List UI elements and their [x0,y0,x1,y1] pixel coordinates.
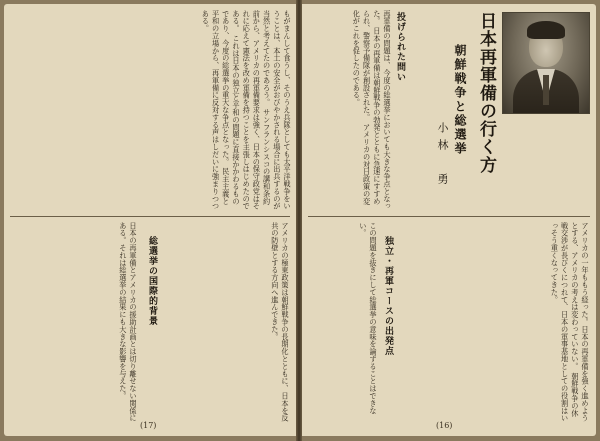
right-page [302,4,596,436]
right-page-top-text [308,10,392,210]
section-heading: 総選挙の国際的背景 [147,236,157,326]
paragraph: これは日本の独立と平和の問題に直接かかわるものであり、今度の総選挙の重大な争点となった。 [221,10,241,205]
left-page [4,4,296,436]
article-title: 日本再軍備の行く方 [476,12,496,174]
paragraph: サンフランシスコの講和条約前から、アメリカの再軍備要求は強く、日本の保守政党はそれに応えて憲法を改め軍備を持つことを主張しはじめたのである。 [231,10,272,210]
page-number: (16) [436,421,453,430]
left-page-bottom-text-left [10,222,138,422]
paragraph: 日本の再軍備とアメリカの援助計画とは切り離せない関係にある。それは総選挙の結果にも大きな影響を与えた。 [118,222,138,422]
section-heading: 独立・再軍コースの出発点 [383,236,393,356]
author-name: 小林 勇 [436,122,449,190]
paragraph: アメリカの極東政策は朝鮮戦争の長期化とともに、日本を反共の防壁とする方向へ進んできた。 [270,222,290,422]
paragraph: アメリカの対日政策の変化がこれを促したのである。 [352,10,372,205]
author-photo [502,12,590,114]
left-page-bottom-text-right [164,222,290,422]
paragraph: 朝鮮戦争の休戦交渉が長びくにつれて、日本の軍事基地としての役割はいっそう重くなってきた。 [550,222,580,422]
column-divider [10,216,290,217]
paragraph: この問題を抜きにして総選挙の意味を論ずることはできない。 [358,222,378,415]
left-page-top-text [10,10,292,210]
right-page-bottom-text-right [402,222,590,422]
paragraph: 日本の再軍備は朝鮮戦争の勃発とともに急速にすすめられ、警察予備隊が創設された。 [362,10,382,205]
right-page-bottom-text-left [308,222,378,422]
paragraph: もがまんして食うし、そのうえ兵隊としても太平洋戦争をいうことは、本土の安全がおびやかされる場合に出兵するのが当然と考えてたのであろう。 [262,10,292,210]
paragraph: 民主主義と平和の立場から、再軍備に反対する声はしだいに強まりつつある。 [201,10,231,210]
paragraph: アメリカの一年ももう経った。日本の再軍備を強く進めようとする、アメリカの考えは変わっていない。 [570,222,590,422]
section-heading: 投げられた問い [395,12,405,82]
column-divider [308,216,590,217]
paragraph: 再軍備の問題は、今度の総選挙においても大きな争点となった。 [372,10,392,210]
article-subtitle: 朝鮮戦争と総選挙 [453,44,467,156]
page-number: (17) [140,421,157,430]
